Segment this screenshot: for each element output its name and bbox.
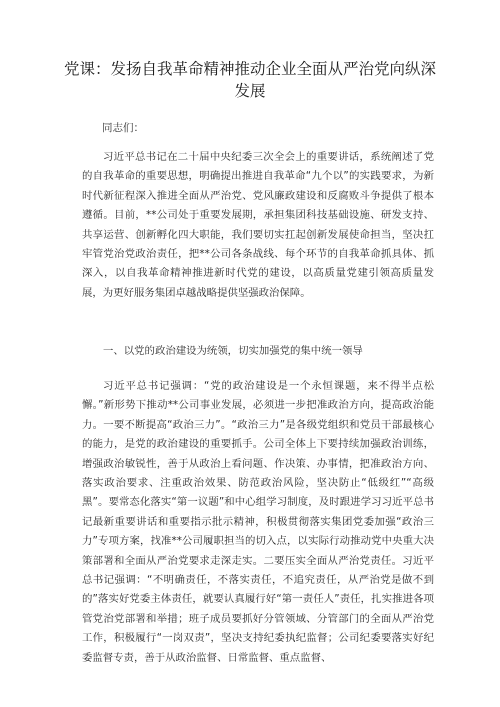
section-heading: 一、以党的政治建设为统领，切实加强党的集中统一领导 — [103, 345, 363, 357]
body-paragraph: 习近平总书记强调：“党的政治建设是一个永恒课题，来不得半点松懈。”新形势下推动**公司事业发展，必须进一步把准政治方向，提高政治能力。一要不断提高“政治三力”。“政治三力”是各级党组织和党员干部最核心的能力，是党的政治建设的重要抓手。公司全体上下要持续加强政治训练，增强政治敏锐性，善于从政治上看问题、作决策、办事情，把准政治方向、落实政治要求、注重政治效果、防范政治风险，坚决防止“低级红”“高级黑”。要常态化落实“第一议题”和中心组学习制度，及时跟进学习习近平总书记最新重要讲话和重要指示批示精神，积极贯彻落实集团党委加强“政治三力”专项方案，找准**公司履职担当的切入点，以实际行动推动党中央重大决策部署和全面从严治党要求走深走实。二要压实全面从严治党责任。习近平总书记强调：“不明确责任，不落实责任，不追究责任，从严治党是做不到的”落实好党委主体责任，就要认真履行好“第一责任人”责任，扎实推进各项管党治党部署和举措；班子成员要抓好分管领域、分管部门的全面从严治党工作，积极履行“一岗双责”，坚决支持纪委执纪监督；公司纪委要落实好纪委监督专责，善于从政治监督、日常监督、重点监督、 — [82, 380, 434, 664]
document-title: 党课：发扬自我革命精神推动企业全面从严治党向纵深发展 — [63, 60, 436, 100]
body-paragraph: 习近平总书记在二十届中央纪委三次全会上的重要讲话，系统阐述了党的自我革命的重要思想，明确提出推进自我革命“九个以”的实践要求，为新时代新征程深入推进全面从严治党、党风廉政建设和反腐败斗争提供了根本遵循。目前，**公司处于重要发展期，承担集团科技基础设施、研发支持、共享运营、创新孵化四大职能，我们要切实扛起创新发展使命担当，坚决扛牢管党治党政治责任，把**公司各条战线、每个环节的自我革命抓具体、抓深入，以自我革命精神推进新时代党的建设，以高质量党建引领高质量发展，为更好服务集团卓越战略提供坚强政治保障。 — [82, 151, 434, 299]
salutation: 同志们： — [102, 122, 144, 134]
